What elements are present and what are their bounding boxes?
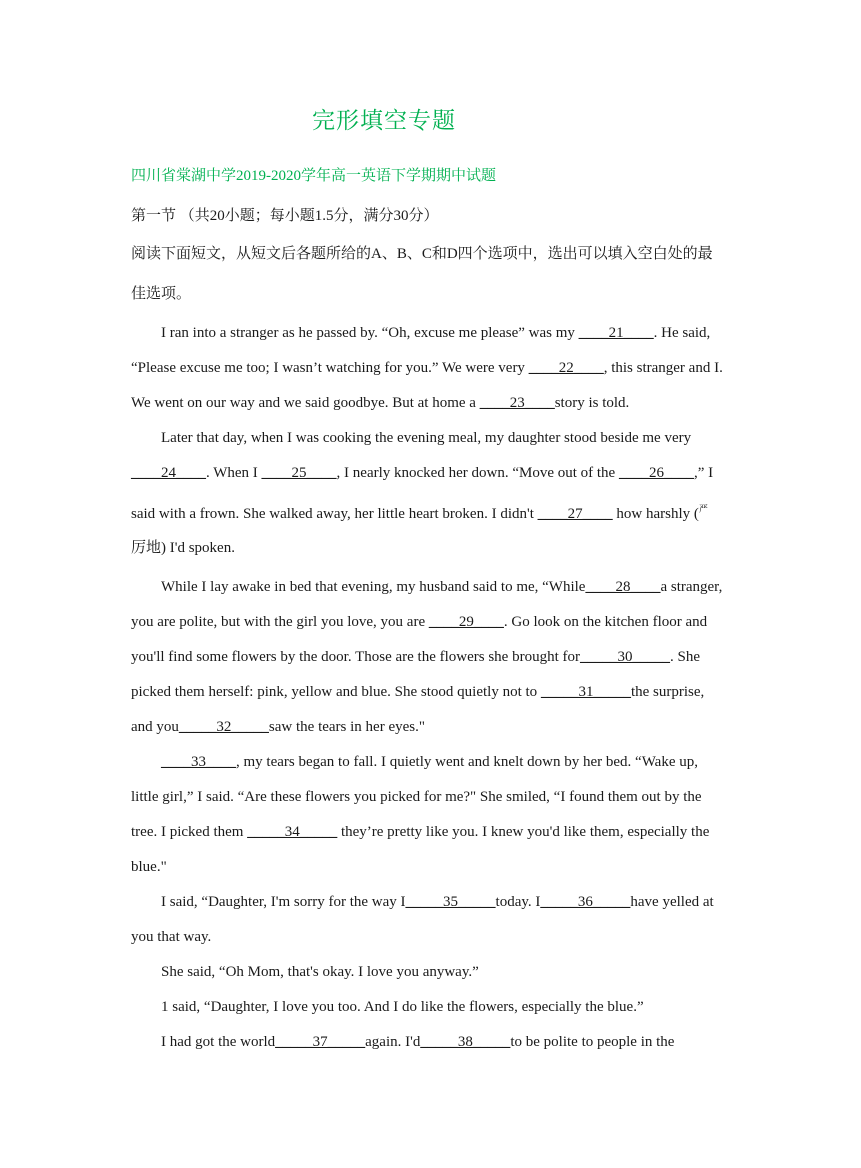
paragraph-2-line-4: 厉地) I'd spoken. <box>131 540 235 556</box>
instruction-line-1: 阅读下面短文，从短文后各题所给的A、B、C和D四个选项中，选出可以填入空白处的最 <box>131 246 713 262</box>
paragraph-1-line-3 <box>131 393 737 413</box>
text-run: While I lay awake in bed that evening, my husband said to me, “While <box>161 579 586 595</box>
text-run: the surprise, <box>630 684 705 700</box>
blank-31: _____31_____ <box>540 684 631 700</box>
blank-38: _____38_____ <box>420 1034 511 1050</box>
page-title: 完形填空专题 <box>312 108 456 133</box>
text-run: today. I <box>495 894 541 910</box>
blank-34: _____34_____ <box>247 824 338 840</box>
paragraph-3-line-4 <box>131 682 737 702</box>
superscript-char: 严 <box>698 504 708 514</box>
paragraph-2-line-3 <box>131 499 737 524</box>
blank-26: ____26____ <box>618 465 694 481</box>
paragraph-5-line-1 <box>161 892 737 912</box>
paragraph-4-line-2: little girl,” I said. “Are these flowers you picked for me?" She smiled, “I found them out by the <box>131 789 702 805</box>
blank-23: ____23____ <box>479 395 555 411</box>
blank-22: ____22____ <box>528 360 604 376</box>
text-run: picked them herself: pink, yellow and blue. She stood quietly not to <box>131 684 541 700</box>
blank-24: ____24____ <box>131 465 206 481</box>
text-run: saw the tears in her eyes." <box>268 719 425 735</box>
text-run: and you <box>131 719 179 735</box>
text-run: I ran into a stranger as he passed by. “Oh, excuse me please” was my <box>161 325 579 341</box>
paragraph-1-line-2 <box>131 358 737 378</box>
text-run: “Please excuse me too; I wasn’t watching for you.” We were very <box>131 360 529 376</box>
paragraph-4-line-3 <box>131 822 737 842</box>
paragraph-2-line-1: Later that day, when I was cooking the evening meal, my daughter stood beside me very <box>161 430 692 446</box>
text-run: a stranger, <box>660 579 723 595</box>
text-run: I said, “Daughter, I'm sorry for the way I <box>161 894 406 910</box>
blank-33: ____33____ <box>161 754 236 770</box>
paragraph-8-line-1 <box>161 1032 737 1052</box>
paragraph-3-line-2 <box>131 612 737 632</box>
text-run: . He said, <box>653 325 711 341</box>
text-run: to be polite to people in the <box>510 1034 675 1050</box>
blank-29: ____29____ <box>428 614 504 630</box>
paragraph-3-line-5 <box>131 717 737 737</box>
blank-32: _____32_____ <box>178 719 269 735</box>
text-run: , I nearly knocked her down. “Move out of the <box>336 465 619 481</box>
paragraph-3-line-1 <box>161 577 737 597</box>
text-run: I had got the world <box>161 1034 276 1050</box>
text-run: you'll find some flowers by the door. Those are the flowers she brought for <box>131 649 580 665</box>
blank-25: ____25____ <box>261 465 337 481</box>
text-run: said with a frown. She walked away, her little heart broken. I didn't <box>131 506 538 522</box>
text-run: . She <box>670 649 700 665</box>
paragraph-6: She said, “Oh Mom, that's okay. I love you anyway.” <box>161 964 479 980</box>
text-run: you are polite, but with the girl you love, you are <box>131 614 429 630</box>
paragraph-1-line-1 <box>161 323 737 343</box>
paragraph-4-line-1 <box>161 752 737 772</box>
text-run: they’re pretty like you. I knew you'd like them, especially the <box>337 824 710 840</box>
blank-37: _____37_____ <box>275 1034 366 1050</box>
text-run: have yelled at <box>630 894 714 910</box>
text-run: . When I <box>206 465 262 481</box>
blank-36: _____36_____ <box>540 894 631 910</box>
text-run: story is told. <box>554 395 630 411</box>
text-run: , my tears began to fall. I quietly went and knelt down by her bed. “Wake up, <box>236 754 698 770</box>
paragraph-4-line-4: blue." <box>131 859 167 875</box>
paragraph-2-line-2 <box>131 463 737 483</box>
blank-27: ____27____ <box>537 506 613 522</box>
text-run: how harshly ( <box>612 506 699 522</box>
blank-35: _____35_____ <box>405 894 496 910</box>
blank-30: _____30_____ <box>580 649 670 665</box>
instruction-line-2: 佳选项。 <box>131 286 192 302</box>
text-run: ,” I <box>693 465 714 481</box>
paragraph-7: 1 said, “Daughter, I love you too. And I do like the flowers, especially the blue.” <box>161 999 644 1015</box>
text-run: We went on our way and we said goodbye. But at home a <box>131 395 480 411</box>
text-run: . Go look on the kitchen floor and <box>503 614 708 630</box>
section-heading: 第一节 （共20小题；每小题1.5分，满分30分） <box>131 208 439 224</box>
paragraph-5-line-2: you that way. <box>131 929 212 945</box>
source-line: 四川省棠湖中学2019-2020学年高一英语下学期期中试题 <box>131 168 496 184</box>
text-run: again. I'd <box>365 1034 421 1050</box>
blank-28: ____28____ <box>585 579 661 595</box>
paragraph-3-line-3 <box>131 647 737 667</box>
blank-21: ____21____ <box>578 325 654 341</box>
text-run: tree. I picked them <box>131 824 248 840</box>
text-run: , this stranger and I. <box>603 360 723 376</box>
